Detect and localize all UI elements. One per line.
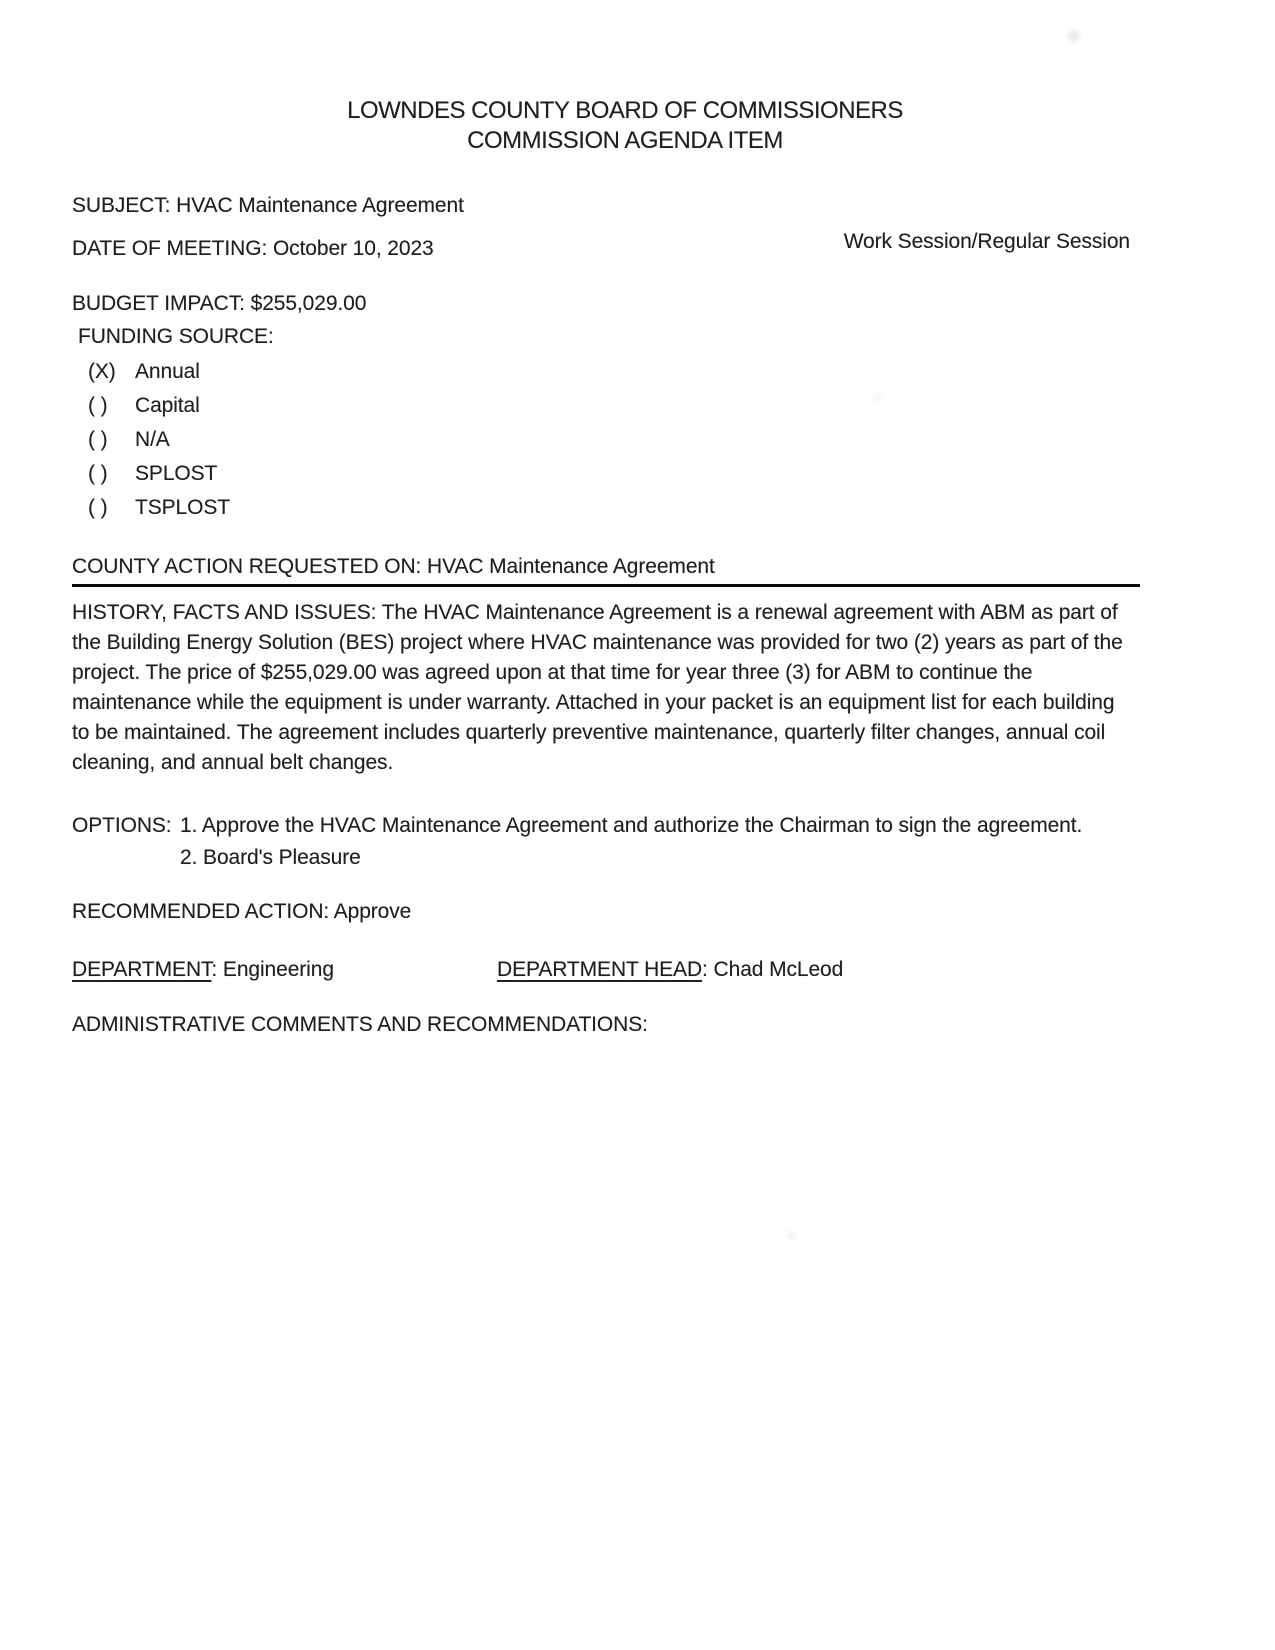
checkbox-mark-empty: ( )	[88, 394, 108, 417]
funding-option-label: SPLOST	[135, 462, 218, 485]
funding-option-splost	[88, 457, 230, 491]
meeting-date-value: October 10, 2023	[272, 237, 434, 260]
org-title: LOWNDES COUNTY BOARD OF COMMISSIONERS	[347, 97, 903, 124]
meeting-date-line	[72, 235, 434, 263]
funding-option-capital	[88, 389, 230, 423]
session-type: Work Session/Regular Session	[843, 230, 1130, 253]
option-item-2: 2. Board's Pleasure	[180, 846, 361, 869]
department-value: Engineering	[222, 958, 334, 981]
document-header	[347, 96, 903, 156]
scan-artifact	[1066, 28, 1081, 45]
department-label: DEPARTMENT	[72, 958, 212, 981]
funding-option-annual	[88, 355, 230, 389]
document-title: COMMISSION AGENDA ITEM	[467, 127, 783, 154]
history-text: The HVAC Maintenance Agreement is a renewal agreement with ABM as part of the Building Energy Solution (BES) project where HVAC maintenance was provided for two (2) years as part of the project. The price of $255,029.00 was agreed upon at that time for year three (3) for ABM to continue the maintenance while the equipment is under warranty. Attached in your packet is an equipment list for each building to be maintained. The agreement includes quarterly preventive maintenance, quarterly filter changes, annual coil cleaning, and annual belt changes.	[72, 601, 1123, 774]
history-facts-issues-paragraph	[72, 598, 1136, 778]
department-head-col	[497, 956, 843, 984]
checkbox-mark-empty: ( )	[88, 462, 108, 485]
funding-option-label: Capital	[135, 394, 200, 417]
funding-option-tsplost	[88, 491, 230, 525]
options-label: OPTIONS:	[72, 814, 172, 837]
scan-artifact	[872, 392, 885, 403]
checkbox-mark-empty: ( )	[88, 496, 108, 519]
funding-option-label: Annual	[135, 360, 200, 383]
history-label: HISTORY, FACTS AND ISSUES:	[72, 601, 377, 624]
recommended-action-line	[72, 898, 411, 926]
funding-option-label: TSPLOST	[135, 496, 230, 519]
funding-options-list	[88, 355, 230, 525]
administrative-comments-label: ADMINISTRATIVE COMMENTS AND RECOMMENDATIONS:	[72, 1013, 648, 1036]
subject-value: HVAC Maintenance Agreement	[176, 194, 464, 217]
budget-impact-label: BUDGET IMPACT:	[72, 292, 245, 315]
subject-label: SUBJECT:	[72, 194, 171, 217]
checkbox-mark-checked: (X)	[88, 360, 116, 383]
recommended-action-label: RECOMMENDED ACTION:	[72, 900, 330, 923]
budget-impact-line	[72, 290, 366, 318]
county-action-heading	[72, 553, 1140, 587]
department-head-label: DEPARTMENT HEAD	[497, 958, 703, 981]
checkbox-mark-empty: ( )	[88, 428, 108, 451]
budget-impact-value: $255,029.00	[250, 292, 367, 315]
subject-line	[72, 192, 464, 220]
county-action-label: COUNTY ACTION REQUESTED ON:	[72, 555, 422, 578]
department-head-value: Chad McLeod	[713, 958, 844, 981]
option-item-1: 1. Approve the HVAC Maintenance Agreement and authorize the Chairman to sign the agreement.	[180, 814, 1083, 837]
funding-option-label: N/A	[135, 428, 170, 451]
county-action-value: HVAC Maintenance Agreement	[427, 555, 715, 578]
recommended-action-value: Approve	[333, 900, 412, 923]
department-line	[72, 956, 844, 984]
meeting-date-label: DATE OF MEETING:	[72, 237, 268, 260]
scan-artifact	[784, 1230, 797, 1241]
department-head-colon: :	[702, 958, 708, 981]
funding-source-label: FUNDING SOURCE:	[78, 325, 274, 348]
options-section	[72, 810, 1082, 874]
options-list	[180, 810, 1082, 874]
funding-option-na	[88, 423, 230, 457]
department-colon: :	[211, 958, 218, 981]
